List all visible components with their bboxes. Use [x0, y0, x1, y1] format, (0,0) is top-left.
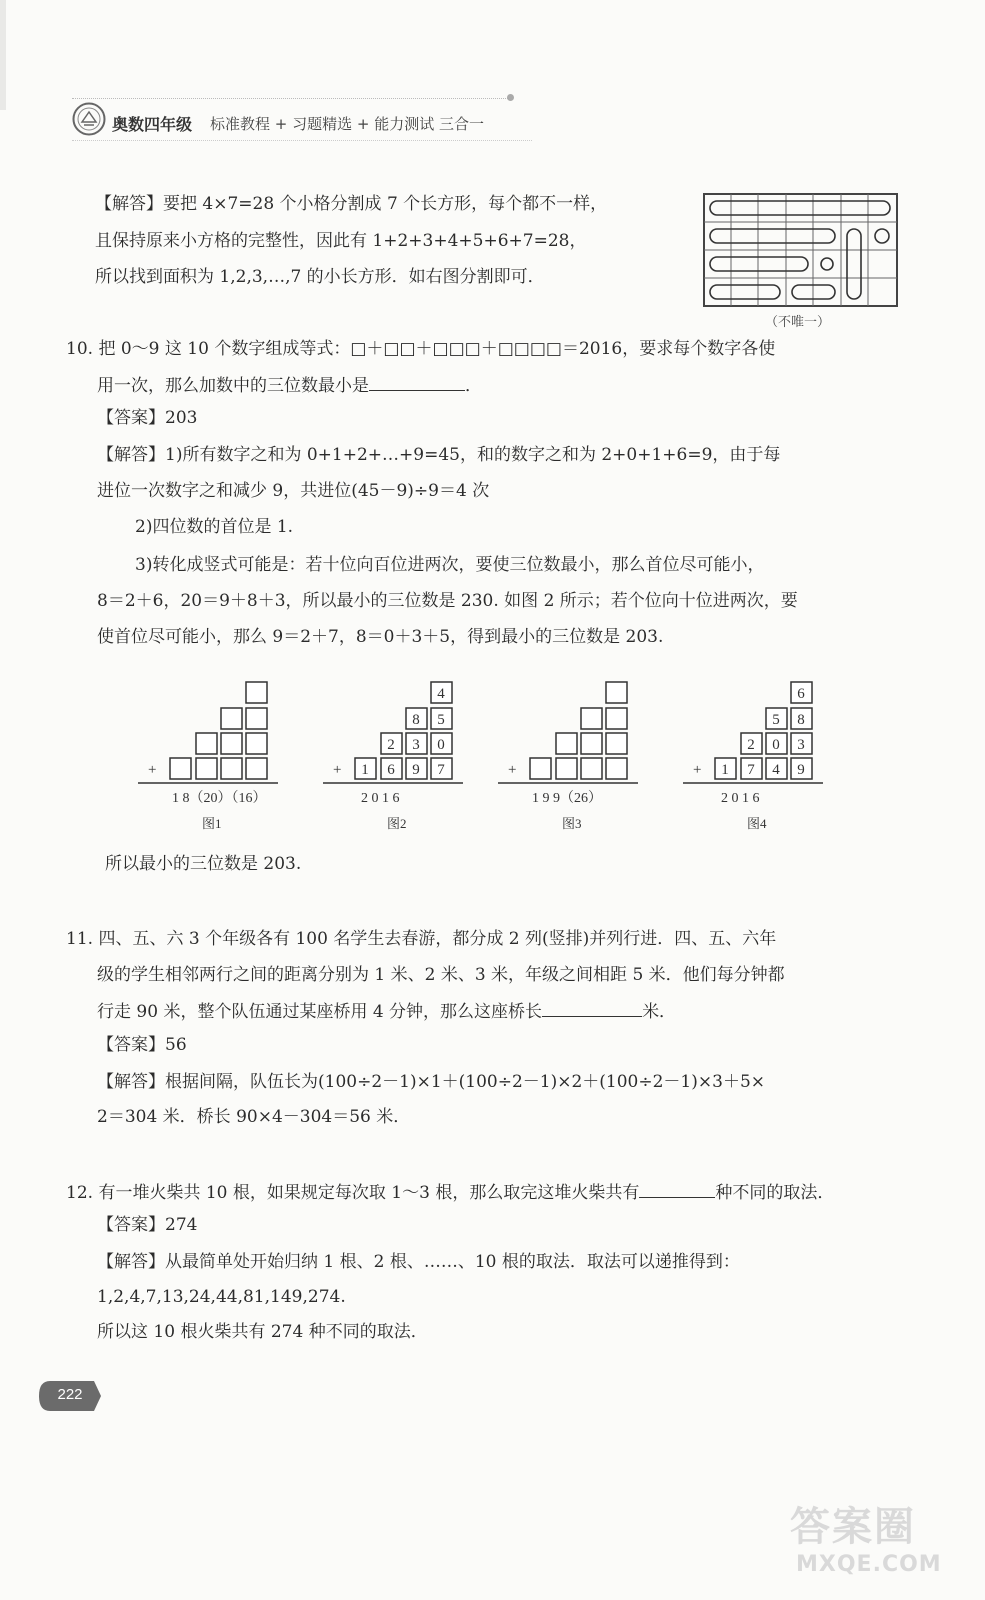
fig2-row2-digit-3: 0 — [437, 737, 445, 753]
fig1-result: 1 8（20）（16） — [172, 791, 267, 806]
fig1-plus-sign: + — [148, 762, 157, 778]
q10-vertical-addition-figures — [130, 672, 830, 837]
watermark — [790, 1495, 942, 1577]
fig4-bottom-digit-2: 7 — [747, 762, 755, 778]
q12-solution-line1: 【解答】从最简单处开始归纳 1 根、2 根、……、10 根的取法．取法可以递推得到： — [97, 1252, 740, 1272]
book-series-title: 奥数四年级 — [112, 115, 193, 134]
q9-solution-line2: 且保持原来小方格的完整性，因此有 1+2+3+4+5+6+7=28， — [95, 231, 587, 251]
page-number: 222 — [57, 1386, 83, 1403]
fig3-plus-sign: + — [508, 762, 517, 778]
fig4-bottom-digit-1: 1 — [721, 762, 729, 778]
fig2-bottom-digit-1: 1 — [361, 762, 369, 778]
q12-solution-line2: 1,2,4,7,13,24,44,81,149,274. — [97, 1287, 346, 1307]
q10-solution-line2: 进位一次数字之和减少 9，共进位(45－9)÷9＝4 次 — [97, 481, 490, 501]
q10-answer-blank — [369, 372, 465, 391]
fig4-row3-digit-2: 8 — [797, 712, 805, 728]
q10-question-line1: 10. 把 0～9 这 10 个数字组成等式：□＋□□＋□□□＋□□□□＝2016，要求每个数字各使 — [66, 339, 776, 359]
q11-answer: 【答案】56 — [97, 1035, 187, 1055]
figure-1 — [138, 682, 278, 831]
fig2-result: 2 0 1 6 — [361, 791, 400, 806]
watermark-line2: MXQE.COM — [796, 1552, 942, 1577]
q10-solution-line4: 3)转化成竖式可能是：若十位向百位进两次，要使三位数最小，那么首位尽可能小， — [135, 555, 765, 575]
fig4-row2-digit-3: 3 — [797, 737, 805, 753]
q12-question-line1 — [66, 1179, 834, 1205]
q10-question-text: 用一次，那么加数中的三位数最小是 — [97, 376, 369, 396]
fig2-bottom-digit-3: 9 — [412, 762, 420, 778]
fig4-row2-digit-2: 0 — [772, 737, 780, 753]
fig2-row2-digit-1: 2 — [387, 737, 395, 753]
fig2-row3-digit-1: 8 — [412, 712, 420, 728]
figure-4 — [683, 682, 823, 831]
q10-solution-line1: 【解答】1)所有数字之和为 0+1+2+…+9=45，和的数字之和为 2+0+1+6=9，由于每 — [97, 445, 781, 465]
page-edge-shadow — [0, 0, 6, 110]
book-subtitle: 标准教程 + 习题精选 + 能力测试 三合一 — [210, 115, 484, 133]
q10-answer: 【答案】203 — [97, 408, 198, 428]
q11-answer-blank — [542, 998, 642, 1017]
fig4-result: 2 0 1 6 — [721, 791, 760, 806]
q9-figure-caption: （不唯一） — [765, 315, 831, 330]
q12-answer: 【答案】274 — [97, 1215, 198, 1235]
q12-question-end: 种不同的取法． — [715, 1183, 835, 1203]
q10-question-line2 — [97, 372, 482, 398]
q11-question-line3 — [97, 998, 676, 1024]
header-rule — [72, 98, 512, 99]
q11-question-end: 米． — [642, 1002, 677, 1022]
header-dot — [507, 94, 514, 101]
fig4-row2-digit-1: 2 — [747, 737, 755, 753]
header-rule-bottom — [72, 140, 532, 141]
watermark-line1: 答案圈 — [790, 1504, 916, 1550]
q11-question-line2: 级的学生相邻两行之间的距离分别为 1 米、2 米、3 米，年级之间相距 5 米．他们每分钟都 — [97, 965, 785, 985]
fig4-bottom-digit-3: 4 — [772, 762, 780, 778]
fig2-row3-digit-2: 5 — [437, 712, 445, 728]
q9-solution-line1: 【解答】要把 4×7=28 个小格分割成 7 个长方形，每个都不一样， — [95, 194, 608, 214]
q9-grid-figure — [703, 193, 898, 307]
page-number-badge — [38, 1380, 102, 1412]
fig1-caption: 图1 — [202, 816, 222, 831]
page-header — [72, 98, 532, 142]
fig3-result: 1 9 9（26） — [532, 791, 602, 806]
fig2-row2-digit-2: 3 — [412, 737, 420, 753]
q12-question-text: 12. 有一堆火柴共 10 根，如果规定每次取 1～3 根，那么取完这堆火柴共有 — [66, 1183, 640, 1203]
fig4-plus-sign: + — [693, 762, 702, 778]
fig2-top-digit: 4 — [437, 686, 445, 702]
q10-question-end: ． — [465, 376, 482, 396]
q10-conclusion: 所以最小的三位数是 203. — [105, 854, 302, 874]
q10-solution-line5: 8＝2＋6，20＝9＋8＋3，所以最小的三位数是 230. 如图 2 所示；若个位向十位进两次，要 — [97, 591, 798, 611]
q11-solution-line1: 【解答】根据间隔，队伍长为(100÷2－1)×1＋(100÷2－1)×2＋(100÷2－1)×3＋5× — [97, 1072, 766, 1092]
q11-question-line1: 11. 四、五、六 3 个年级各有 100 名学生去春游，都分成 2 列(竖排)并列行进．四、五、六年 — [66, 929, 777, 949]
fig4-caption: 图4 — [747, 816, 767, 831]
fig2-bottom-digit-2: 6 — [387, 762, 395, 778]
q10-solution-line3: 2)四位数的首位是 1. — [135, 517, 294, 537]
fig4-row3-digit-1: 5 — [772, 712, 780, 728]
q10-solution-line6: 使首位尽可能小，那么 9＝2＋7，8＝0＋3＋5，得到最小的三位数是 203. — [97, 627, 664, 647]
fig4-top-digit: 6 — [797, 686, 805, 702]
fig2-plus-sign: + — [333, 762, 342, 778]
figure-3 — [498, 682, 638, 831]
q12-solution-line3: 所以这 10 根火柴共有 274 种不同的取法． — [97, 1322, 428, 1342]
q11-solution-line2: 2＝304 米．桥长 90×4－304＝56 米． — [97, 1107, 411, 1127]
university-logo-icon — [72, 102, 106, 136]
fig2-caption: 图2 — [387, 816, 407, 831]
q9-solution-line3: 所以找到面积为 1,2,3,…,7 的小长方形．如右图分割即可． — [95, 267, 545, 287]
fig2-bottom-digit-4: 7 — [437, 762, 445, 778]
q12-answer-blank — [639, 1179, 715, 1198]
fig3-caption: 图3 — [562, 816, 582, 831]
figure-2 — [323, 682, 463, 831]
q11-question-text: 行走 90 米，整个队伍通过某座桥用 4 分钟，那么这座桥长 — [97, 1002, 543, 1022]
fig4-bottom-digit-4: 9 — [797, 762, 805, 778]
